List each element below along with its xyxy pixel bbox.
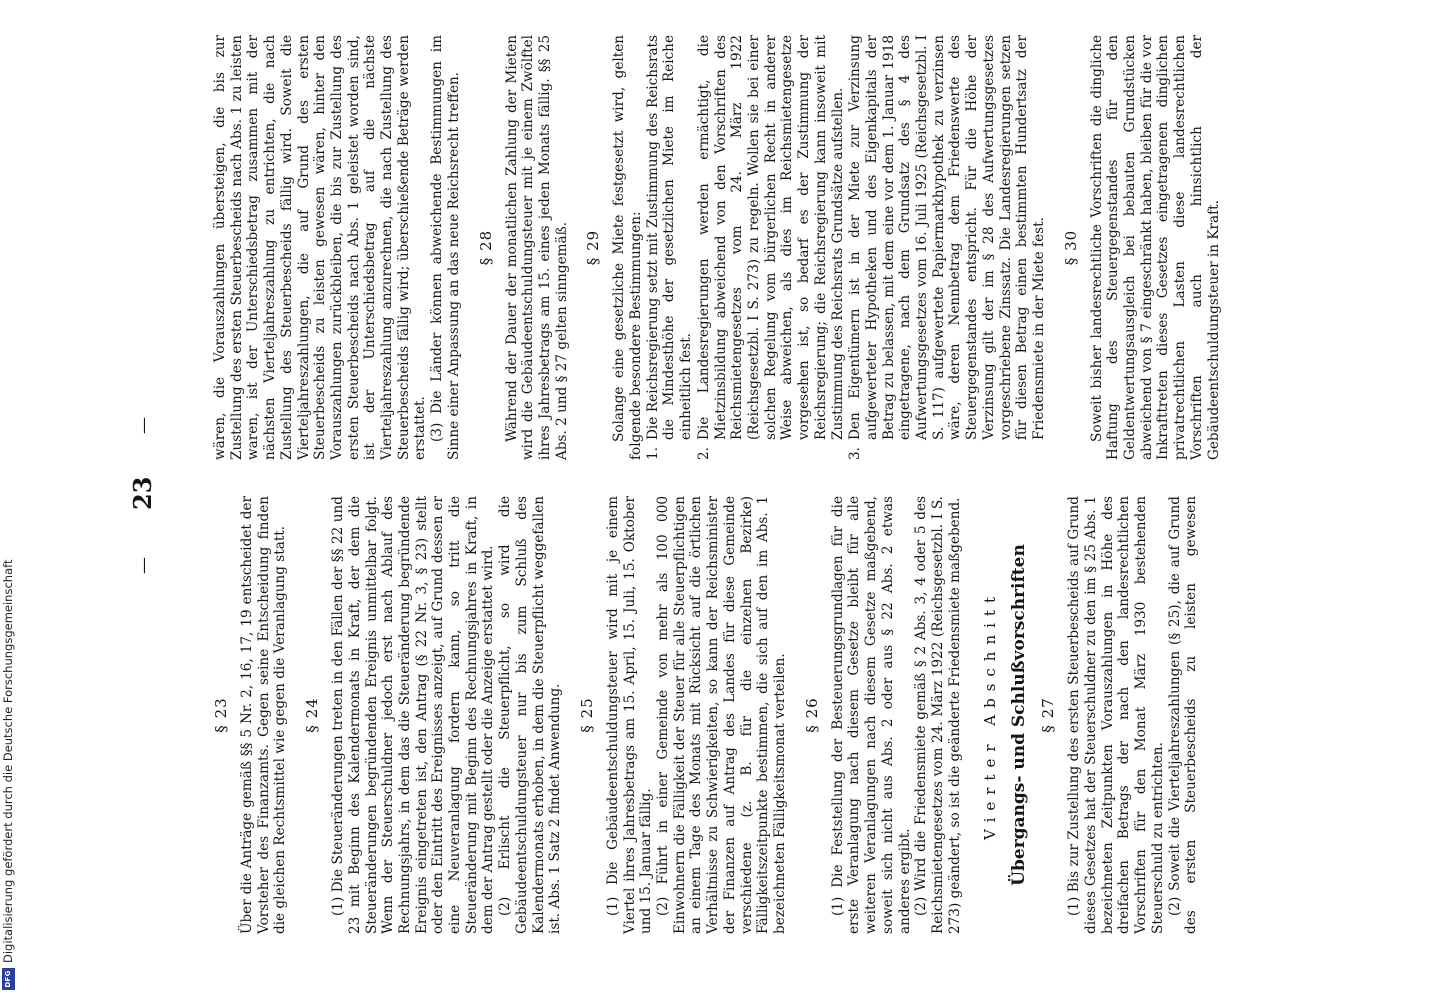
part-subtitle: Übergangs- und Schlußvorschriften [1009, 544, 1030, 886]
paragraph: wären, die Vorauszahlungen übersteigen, die bis zur Zustellung des ersten Steuerbescheids nach Abs. 1 zu leisten waren, ist der Unterschiedsbetrag zusammen mit der nächsten Vierteljahreszahlung zu entrichten, die nach Zustellung des Steuerbescheids fällig wird. Soweit die Vierteljahreszahlungen, die auf Grund des ersten Steuerbescheids zu leisten gewesen wären, hinter den Vorauszahlungen zurückbleiben, die bis zur Zustellung des ersten Steuerbescheids nach Abs. 1 geleistet worden sind, ist der Unterschiedsbetrag auf die nächste Vierteljahreszahlung anzurechnen, die nach Zustellung des Steuerbescheids fällig wird; überschießende Beträge werden erstattet. [212, 35, 429, 460]
header-dash-left: — [134, 557, 154, 574]
section-27-continued [212, 35, 463, 460]
item-number: 1. [644, 447, 661, 460]
section-30 [1062, 35, 1223, 460]
section-24 [303, 496, 564, 934]
dfg-logo: DFG [2, 968, 15, 990]
section-heading: § 29 [584, 229, 603, 266]
digitization-credit [0, 0, 19, 1000]
paragraph: (1) Die Feststellung der Besteuerungsgrundlagen für die erste Veranlagung nach diesem Gesetze bleibt für alle weiteren Veranlagungen nach diesem Gesetze maßgebend, soweit sich nicht aus Abs. 2 oder aus § 22 Abs. 2 etwas anderes ergibt. [829, 496, 913, 934]
item-number: 2. [695, 447, 712, 460]
section-heading: § 25 [577, 697, 596, 733]
section-text: Soweit bisher landesrechtliche Vorschriften die dingliche Haftung des Steuergegenstandes für den Geldentwertungsausgleich bei bebauten Grundstücken abweichend von § 7 eingeschränkt haben, bleiben für die vor Inkrafttreten dieses Gesetzes eingetragenen dinglichen privatrechtlichen Lasten diese landesrechtlichen Vorschriften auch hinsichtlich der Gebäudeentschuldungsteuer in Kraft. [1088, 35, 1222, 460]
paragraph: (1) Bis zur Zustellung des ersten Steuerbescheids auf Grund dieses Gesetzes hat der Steuerschuldner zu den im § 25 Abs. 1 bezeichneten Zeitpunkten Vorauszahlungen in Höhe des dreifachen Betrags der nach den landesrechtlichen Vorschriften für den Monat März 1930 bestehenden Steuerschuld zu entrichten. [1066, 496, 1166, 934]
item-text: Den Eigentümern ist in der Miete zur Verzinsung aufgewerteter Hypotheken und des Eigenkapitals der Betrag zu belassen, mit dem eine vor dem 1. Januar 1918 eingetragene, nach dem Grundsatz des § 4 des Aufwertungsgesetzes vom 16. Juli 1925 (Reichsgesetzbl. I S. 117) aufgewertete Papiermarkhypothek zu verzinsen wäre, deren Nennbetrag dem Friedenswerte des Steuergegenstandes entspricht. Für die Höhe der Verzinsung gilt der im § 28 des Aufwertungsgesetzes vorgeschriebene Zinssatz. Die Landesregierungen setzen für diesen Betrag einen bestimmten Hundertsatz der Friedensmiete in der Miete fest. [847, 35, 1047, 440]
page-number: 23 [128, 476, 157, 510]
right-column [212, 35, 1222, 460]
credit-text: Digitalisierung gefördert durch die Deutsche Forschungsgemeinschaft [1, 559, 15, 963]
page-header [120, 0, 180, 1000]
part-heading [981, 496, 1029, 934]
section-text: Über die Anträge gemäß §§ 5 Nr. 2, 16, 17, 19 entscheidet der Vorsteher des Finanzamts. Gegen seine Entscheidung finden die gleichen Rechtsmittel wie gegen die Veranlagung statt. [239, 496, 289, 934]
paragraph: (2) Wird die Friedensmiete gemäß § 2 Abs. 3, 4 oder 5 des Reichsmietengesetzes vom 24. März 1922 (Reichsgesetzbl. I S. 273) geändert, so ist die geänderte Friedensmiete maßgebend. [913, 496, 963, 934]
section-heading: § 27 [1039, 697, 1058, 733]
section-23 [212, 496, 289, 934]
section-heading: § 26 [802, 697, 821, 733]
header-dash-right: — [134, 417, 154, 434]
item-text: Die Reichsregierung setzt mit Zustimmung des Reichsrats die Mindesthöhe der gesetzlichen Miete im Reiche einheitlich fest. [644, 35, 695, 440]
section-25 [578, 496, 789, 934]
section-28 [477, 35, 571, 460]
section-intro: Solange eine gesetzliche Miete festgesetzt wird, gelten folgende besondere Bestimmungen: [611, 35, 645, 460]
numbered-list [645, 35, 1048, 460]
list-item [645, 35, 695, 460]
section-27 [1039, 496, 1200, 934]
left-column [212, 496, 1200, 934]
section-heading: § 24 [303, 697, 322, 733]
paragraph: (1) Die Steueränderungen treten in den Fällen der §§ 22 und 23 mit Beginn des Kalendermonats in Kraft, der dem die Steueränderungen begründenden Ereignis unmittelbar folgt. Wenn der Steuerschuldner jedoch erst nach Ablauf des Rechnungsjahrs, in dem das die Steueränderung begründende Ereignis eingetreten ist, den Antrag (§ 22 Nr. 3, § 23) stellt oder den Eintritt des Ereignisses anzeigt, auf Grund dessen er eine Neuveranlagung fordern kann, so tritt die Steueränderung mit Beginn des Rechnungsjahres in Kraft, in dem der Antrag gestellt oder die Anzeige erstattet wird. [330, 496, 497, 934]
part-title: Vierter Abschnitt [981, 590, 1000, 840]
rotated-sheet [120, 0, 1320, 1000]
paragraph: (2) Führt in einer Gemeinde von mehr als 100 000 Einwohnern die Fälligkeit der Steuer für alle Steuerpflichtigen an einem Tage des Monats mit Rücksicht auf die örtlichen Verhältnisse zu Schwierigkeiten, so kann der Reichsminister der Finanzen auf Antrag des Landes für diese Gemeinde verschiedene (z. B. für die einzelnen Bezirke) Fälligkeitszeitpunkte bestimmen, die sich auf den im Abs. 1 bezeichneten Fälligkeitsmonat verteilen. [655, 496, 788, 934]
section-heading: § 28 [476, 229, 495, 266]
section-heading: § 30 [1061, 229, 1080, 266]
section-29 [584, 35, 1047, 460]
paragraph: (1) Die Gebäudeentschuldungsteuer wird mit je einem Viertel ihres Jahresbetrags am 15. April, 15. Juli, 15. Oktober und 15. Januar fällig. [604, 496, 655, 934]
list-item [696, 35, 846, 460]
list-item [847, 35, 1047, 460]
paragraph: (2) Soweit die Vierteljahreszahlungen (§ 25), die auf Grund des ersten Steuerbescheids zu leisten gewesen [1166, 496, 1200, 934]
paragraph: (3) Die Länder können abweichende Bestimmungen im Sinne einer Anpassung an das neue Reichsrecht treffen. [429, 35, 462, 460]
section-26 [803, 496, 964, 934]
item-text: Die Landesregierungen werden ermächtigt, die Mietzinsbildung abweichend von den Vorschriften des Reichsmietengesetzes vom 24. März 1922 (Reichsgesetzbl. I S. 273) zu regeln. Wollen sie bei einer solchen Regelung vom bürgerlichen Recht in anderer Weise abweichen, als dies im Reichsmietengesetze vorgesehen ist, so bedarf es der Zustimmung der Reichsregierung; die Reichsregierung kann insoweit mit Zustimmung des Reichsrats Grundsätze aufstellen. [695, 35, 846, 440]
section-text: Während der Dauer der monatlichen Zahlung der Mieten wird die Gebäudeentschuldungsteuer mit je einem Zwölftel ihres Jahresbetrags am 15. eines jeden Monats fällig. §§ 25 Abs. 2 und § 27 gelten sinngemäß. [503, 35, 570, 460]
paragraph: (2) Erlischt die Steuerpflicht, so wird die Gebäudeentschuldungsteuer nur bis zum Schluß des Kalendermonats erhoben, in dem die Steuerpflicht weggefallen ist. Abs. 1 Satz 2 findet Anwendung. [497, 496, 564, 934]
item-number: 3. [847, 447, 864, 460]
section-heading: § 23 [212, 697, 230, 733]
